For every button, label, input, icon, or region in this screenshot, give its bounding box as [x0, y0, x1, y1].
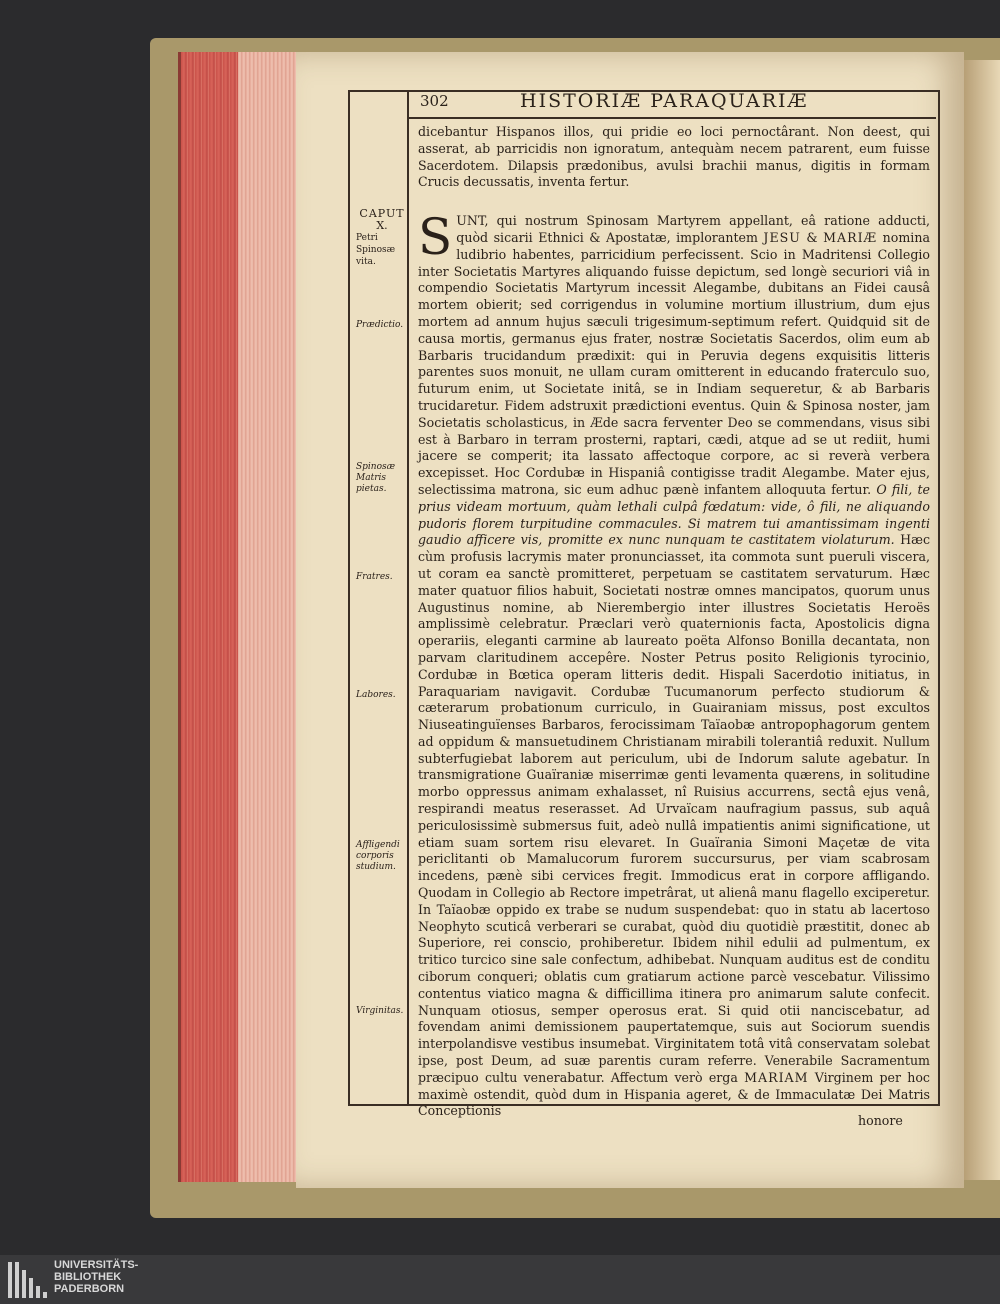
- paragraph-1: dicebantur Hispanos illos, qui pridie eo loci pernoctârant. Non deest, qui asserat, ab parricidis non ignoratum, antequàm necem patrarent, eum fuisse Sacerdotem. Dilapsis prædonibus, avulsi brachii manus, digitis in formam Crucis decussatis, inventa fertur.: [418, 124, 930, 190]
- p2-part-c: Hæc cùm profusis lacrymis mater pronunciasset, ita commota sunt pueruli viscera, ut coram ea sanctè promitteret, perpetuam se castitatem servaturum. Hæc mater quatuor filios habuit, Societati nostræ omnes mancipatos, quorum unus Augustinus nomine, ab Nierembergio inter illustres Societatis Heroës amplissimè celebratur. Præclari verò quaternionis facta, Apostolicis digna operariis, eleganti carmine ab laureato poëta Alfonso Bonilla decantata, non parvam claritudinem accepêre. Noster Petrus posito Religionis tyrocinio, Cordubæ in Bœtica operam litteris dedit. Hispali Sacerdotio initiatus, in Paraquariam navigavit. Cordubæ Tucumanorum perfecto studiorum & cæterarum probationum curriculo, in Guairaniam missus, post excultos Niuseatinguïenses Barbaros, ferocissimam Taïaobæ antropophagorum gentem ad oppidum & mansuetudinem Christianam mirabili tolerantiâ reduxit. Nullum subterfugiebat laborem aut periculum, ubi de Indorum salute agebatur. In transmigratione Guaïraniæ miserrimæ genti levamenta quærens, in solitudine morbo oppressus animam exhalasset, nî Ruisius accurrens, sectâ ejus venâ, respirandi meatus reserasset. Ad Urvaïcam naufragium passus, sub aquâ periculosissimè submersus fuit, adeò nullâ impatientis animi significatione, ut etiam suam sortem risu elevaret. In Guaïrania Simoni Maçetæ de vita periclitanti ob Mamalucorum furorem succursurus, per viam scabrosam incedens, pænè sibi cervices fregit. Immodicus erat in corpore affligando. Quodam in Collegio ab Rectore impetrârat, ut alienâ manu flagello exciperetur. In Taïaobæ oppido ex trabe se nudum suspendebat: quo in statu ab lacertoso Neophyto scuticâ verberari se curabat, quòd diu quotidiè præstitit, donec ab Superiore, rei conscio, prohiberetur. Ibidem nihil edulii ad pulmentum, ex tritico turcico sine sale confectum, adhibebat. Nunquam auditus est de conditu ciborum conqueri; oblatis cum gratiarum actione parcè vescebatur. Vilissimo contentus viatico magna & difficillima itinera pro animarum salute confecit. Nunquam otiosus, semper operosus erat. Si quid otii nanciscebatur, ad fovendam animi demissionem paupertatemque, suis aut Sociorum suendis interpolandisve vestibus insumebat. Virginitatem totâ vitâ conservatam solebat ipse, post Deum, ad suæ parentis curam referre. Venerabile Sacramentum præcipuo cultu venerabatur. Affectum verò erga: [418, 532, 930, 1085]
- p2-part-a: UNT, qui nostrum Spinosam Martyrem appellant, eâ ratione adducti, quòd sicarii Ethnici & Apostatæ, implorantem: [456, 213, 930, 245]
- name-mariae: MARIÆ: [823, 229, 878, 245]
- drop-cap: S: [418, 208, 453, 267]
- name-jesu: JESU: [763, 229, 801, 245]
- margin-note-labores: Labores.: [356, 690, 396, 700]
- chapter-title: Petri Spinosæ vita.: [356, 233, 396, 267]
- page-number: 302: [420, 92, 449, 110]
- library-logo-icon: [6, 1258, 50, 1302]
- body-text: [418, 124, 930, 1120]
- p2-part-d: Virginem per hoc maximè ostendit, quòd dum in Hispania ageret, & de Immaculatæ Dei Matris Conceptionis: [418, 1069, 930, 1119]
- library-name: [54, 1259, 138, 1295]
- margin-note-affligendi: Affligendi corporis studium.: [356, 840, 400, 872]
- library-name-line-1: UNIVERSITÄTS-: [54, 1259, 139, 1271]
- footer-bar: [0, 1255, 1000, 1304]
- margin-note-fratres: Fratres.: [356, 572, 393, 582]
- ampersand: &: [806, 229, 818, 245]
- running-head: HISTORIÆ PARAQUARIÆ: [520, 90, 809, 112]
- library-name-line-2: BIBLIOTHEK: [54, 1271, 122, 1283]
- chapter-number: X.: [376, 219, 388, 232]
- paragraph-2: [418, 208, 930, 1120]
- margin-note-praedictio: Prædictio.: [356, 320, 404, 330]
- page-edges-light: [238, 52, 296, 1182]
- header-rule: [409, 117, 936, 119]
- margin-note-pietas: Spinosæ Matris pietas.: [356, 462, 396, 494]
- name-mariam: MARIAM: [744, 1069, 809, 1085]
- chapter-caput: CAPUT: [359, 207, 405, 220]
- chapter-label: [356, 208, 408, 268]
- catchword: honore: [858, 1113, 903, 1128]
- p2-part-b: nomina ludibrio habentes, parricidium perfecissent. Scio in Madritensi Collegio inter Societatis Martyres aliquando fuisse depictum, sed longè securiori viâ in compendio Societatis Martyrum incessit Alegambe, dubitans an Fidei causâ mortem obierit; sed corrigendus in volumine mortium illustrium, dum ejus mortem ad annum hujus sæculi trigesimum-septimum refert. Quidquid sit de causa mortis, germanus ejus frater, nostræ Societatis Sacerdos, olim eum ab Barbaris trucidandum prædixit: qui in Peruvia degens exquisitis litteris parentes suos monuit, ne ullam curam omitterent in educando fraterculo suo, futurum enim, ut Societate initâ, se in Indiam sequeretur, & ab Barbaris trucidaretur. Fidem adstruxit prædictioni eventus. Quin & Spinosa noster, jam Societatis scholasticus, in Æde sacra ferventer Deo se commendans, visus sibi est à Barbaro in terram prosterni, raptari, cædi, atque ad se ut rediit, humi jacere se comperit; ita lassato affectoque corpore, ac si reverà verbera excepisset. Hoc Cordubæ in Hispaniâ contigisse tradit Alegambe. Mater ejus, selectissima matrona, sic eum adhuc pænè infantem alloquuta fertur.: [418, 229, 930, 497]
- library-name-line-3: PADERBORN: [54, 1283, 125, 1295]
- p2-italic-quote: O fili, te prius videam mortuum, quàm lethali culpâ fœdatum: vide, ô fili, ne aliquando pudoris florem turpitudine commacules. Si matrem tui amantissimam ingenti gaudio afficere vis, promitte ex nunc nunquam te castitatem violaturum.: [418, 481, 930, 548]
- facing-page-edge: [964, 60, 1000, 1180]
- margin-note-virginitas: Virginitas.: [356, 1006, 404, 1016]
